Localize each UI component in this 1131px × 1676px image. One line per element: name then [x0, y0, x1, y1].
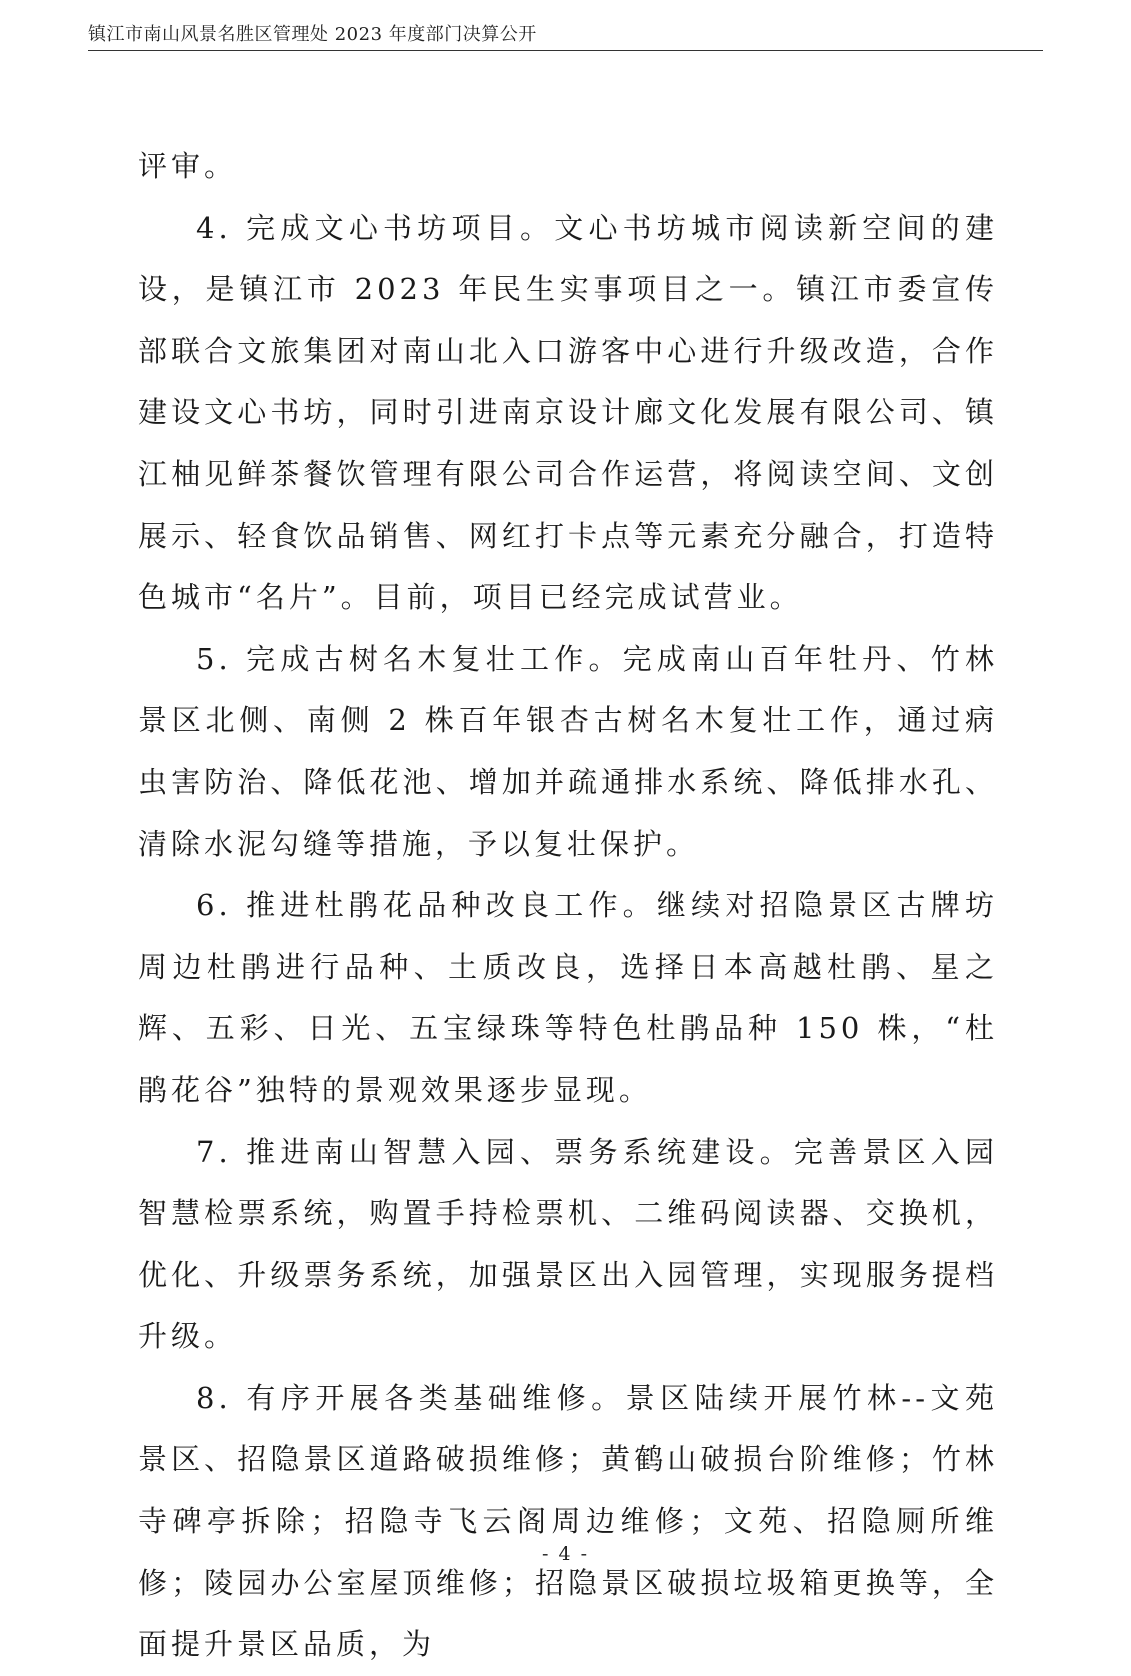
document-body [138, 136, 998, 1676]
page-header [88, 20, 1043, 51]
paragraph-item-4: 4. 完成文心书坊项目。文心书坊城市阅读新空间的建设，是镇江市 2023 年民生实事项目之一。镇江市委宣传部联合文旅集团对南山北入口游客中心进行升级改造，合作建设文心书坊，同时引进南京设计廊文化发展有限公司、镇江柚见鲜茶餐饮管理有限公司合作运营，将阅读空间、文创展示、轻食饮品销售、网红打卡点等元素充分融合，打造特色城市“名片”。目前，项目已经完成试营业。 [138, 210, 998, 615]
page-number: - 4 - [541, 1543, 589, 1565]
paragraph-continuation: 评审。 [138, 149, 238, 183]
paragraph-item-6: 6. 推进杜鹃花品种改良工作。继续对招隐景区古牌坊周边杜鹃进行品种、土质改良，选择日本高越杜鹃、星之辉、五彩、日光、五宝绿珠等特色杜鹃品种 150 株，“杜鹃花谷”独特的景观效果逐步显现。 [138, 888, 998, 1107]
paragraph-item-5: 5. 完成古树名木复壮工作。完成南山百年牡丹、竹林景区北侧、南侧 2 株百年银杏古树名木复壮工作，通过病虫害防治、降低花池、增加并疏通排水系统、降低排水孔、清除水泥勾缝等措施，予以复壮保护。 [138, 641, 998, 861]
header-title: 镇江市南山风景名胜区管理处 2023 年度部门决算公开 [88, 24, 537, 45]
paragraph-item-7: 7. 推进南山智慧入园、票务系统建设。完善景区入园智慧检票系统，购置手持检票机、二维码阅读器、交换机，优化、升级票务系统，加强景区出入园管理，实现服务提档升级。 [138, 1134, 998, 1354]
paragraph-item-8: 8. 有序开展各类基础维修。景区陆续开展竹林--文苑景区、招隐景区道路破损维修；黄鹤山破损台阶维修；竹林寺碑亭拆除；招隐寺飞云阁周边维修；文苑、招隐厕所维修；陵园办公室屋顶维修；招隐景区破损垃圾箱更换等，全面提升景区品质，为 [138, 1380, 998, 1662]
